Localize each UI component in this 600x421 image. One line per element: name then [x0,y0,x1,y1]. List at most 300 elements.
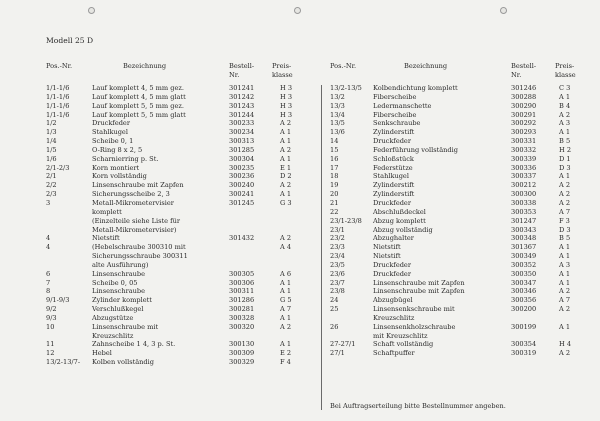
cell-bezeichnung: Abzug vollständig [373,225,433,234]
cell-bestellnr: 300356 [511,296,537,305]
cell-preisklasse: A 1 [559,128,571,137]
cell-bezeichnung: Abzughalter [373,234,414,243]
cell-bestellnr: 300320 [229,322,255,331]
cell-pos: 2/2 [46,181,57,190]
cell-preisklasse: A 2 [559,305,571,314]
cell-preisklasse: A 2 [559,181,571,190]
punch-hole-right [500,7,507,14]
cell-bestellnr: 300304 [229,154,255,163]
table-row [330,208,590,217]
cell-bestellnr: 300336 [511,163,537,172]
cell-pos: 9/1-9/3 [46,296,70,305]
cell-pos: 23/1-23/8 [330,216,362,225]
cell-preisklasse: A 1 [280,278,292,287]
cell-pos: 1/3 [46,128,57,137]
table-row [330,164,590,173]
cell-bestellnr: 300306 [229,278,255,287]
cell-preisklasse: D 3 [559,225,571,234]
cell-pos: 13/2 [330,92,345,101]
cell-bezeichnung: Linsensenkschraube mit [373,305,455,314]
cell-bezeichnung: Hebel [92,349,112,358]
cell-bestellnr: 300329 [229,358,255,367]
cell-preisklasse: D 1 [559,154,571,163]
table-row [330,172,590,181]
cell-preisklasse: A 1 [559,322,571,331]
cell-bestellnr: 300354 [511,340,537,349]
cell-pos: 21 [330,198,339,207]
cell-pos: 18 [330,172,339,181]
cell-bestellnr: 301245 [229,198,255,207]
cell-preisklasse: F 4 [280,358,291,367]
cell-bestellnr: 300338 [511,198,537,207]
cell-pos: 9/2 [46,305,57,314]
table-row [46,243,320,252]
cell-pos: 4 [46,243,51,252]
cell-bezeichnung: Nietstift [373,243,401,252]
cell-pos: 16 [330,154,339,163]
cell-bezeichnung: Zylinder komplett [92,296,152,305]
cell-pos: 23/6 [330,269,345,278]
cell-bezeichnung: Stahlkugel [92,128,128,137]
cell-preisklasse: H 2 [559,145,572,154]
cell-pos: 24 [330,296,339,305]
table-row [46,226,320,235]
column-divider [321,85,322,410]
cell-bestellnr: 300293 [511,128,537,137]
cell-bestellnr: 300311 [229,287,255,296]
cell-bezeichnung: Federführung vollständig [373,145,458,154]
cell-pos: 1/1-1/6 [46,101,70,110]
table-row [330,340,590,349]
table-row [330,93,590,102]
table-row [330,252,590,261]
cell-preisklasse: A 2 [559,287,571,296]
cell-pos: 13/6 [330,128,345,137]
cell-bestellnr: 300235 [229,163,255,172]
cell-bestellnr: 300281 [229,305,255,314]
cell-bestellnr: 300130 [229,340,255,349]
cell-preisklasse: G 3 [280,198,292,207]
cell-bezeichnung: Nietstift [92,234,120,243]
cell-bezeichnung: Scheibe 0, 1 [92,137,134,146]
cell-pos: 13/2-13/5 [330,84,362,92]
table-row [330,296,590,305]
table-row [46,146,320,155]
cell-pos: 23/8 [330,287,345,296]
header-preis-left-1: Preis- [272,62,292,70]
cell-bestellnr: 301242 [229,92,255,101]
cell-bestellnr: 300348 [511,234,537,243]
cell-preisklasse: D 3 [559,163,571,172]
cell-bezeichnung: Linsensenkholzschraube [373,322,456,331]
header-bestell-left-1: Bestell- [229,62,255,70]
cell-bezeichnung: Ledermanschette [373,101,432,110]
cell-pos: 6 [46,269,51,278]
cell-preisklasse: A 2 [280,234,292,243]
cell-bezeichnung: Zylinderstift [373,181,415,190]
cell-pos: 23/5 [330,260,345,269]
cell-bestellnr: 301432 [229,234,255,243]
cell-bestellnr: 300331 [511,137,537,146]
cell-bezeichnung: Kolben vollständig [92,358,154,367]
cell-preisklasse: A 7 [559,207,571,216]
cell-pos: 10 [46,322,55,331]
table-row [46,234,320,243]
cell-preisklasse: E 2 [280,349,292,358]
cell-pos: 23/4 [330,252,345,261]
cell-bezeichnung: Senkschraube [373,119,421,128]
table-row [330,190,590,199]
cell-bestellnr: 300234 [229,128,255,137]
cell-preisklasse: B 5 [559,137,571,146]
cell-preisklasse: A 1 [280,154,292,163]
table-row [46,199,320,208]
cell-bezeichnung: Lauf komplett 4, 5 mm glatt [92,92,186,101]
parts-table-left [46,84,320,367]
header-pos-left: Pos.-Nr. [46,62,73,70]
cell-bezeichnung: (Einzelteile siehe Liste für [92,216,180,225]
cell-preisklasse: G 5 [280,296,292,305]
cell-pos: 2/1 [46,172,57,181]
cell-preisklasse: B 5 [559,234,571,243]
cell-bestellnr: 301246 [511,84,537,92]
cell-bestellnr: 300353 [511,207,537,216]
cell-preisklasse: A 3 [559,260,571,269]
cell-bezeichnung: Stahlkugel [373,172,409,181]
cell-preisklasse: A 1 [559,252,571,261]
cell-bezeichnung: Schaft vollständig [373,340,434,349]
table-row [330,261,590,270]
table-row [330,137,590,146]
punch-hole-left [88,7,95,14]
page-title: Modell 25 D [46,36,94,45]
cell-preisklasse: A 1 [559,92,571,101]
cell-bezeichnung: Linsenschraube mit Zapfen [373,278,465,287]
cell-preisklasse: A 2 [559,349,571,358]
cell-bezeichnung: Federstütze [373,163,413,172]
cell-bezeichnung: Fiberscheibe [373,110,417,119]
cell-bezeichnung: Kolbendichtung komplett [373,84,458,92]
cell-bestellnr: 300313 [229,137,255,146]
table-row [330,270,590,279]
table-row [330,332,590,341]
header-bestell-left-2: Nr. [229,71,240,79]
cell-preisklasse: A 1 [559,278,571,287]
table-row [330,314,590,323]
table-row [46,208,320,217]
cell-bezeichnung: komplett [92,207,122,216]
cell-bestellnr: 300343 [511,225,537,234]
cell-bezeichnung: mit Kreuzschlitz [373,331,428,340]
table-row [46,84,320,93]
cell-preisklasse: H 3 [280,84,293,92]
cell-pos: 11 [46,340,55,349]
cell-preisklasse: A 3 [559,119,571,128]
cell-bestellnr: 300288 [511,92,537,101]
header-preis-right-1: Preis- [555,62,575,70]
table-row [330,146,590,155]
cell-pos: 17 [330,163,339,172]
cell-bestellnr: 301367 [511,243,537,252]
cell-preisklasse: A 2 [280,119,292,128]
cell-preisklasse: E 1 [280,163,292,172]
cell-bestellnr: 301286 [229,296,255,305]
cell-bezeichnung: O-Ring 8 x 2, 5 [92,145,143,154]
table-row [330,155,590,164]
cell-preisklasse: H 3 [280,110,293,119]
cell-preisklasse: A 2 [559,110,571,119]
cell-preisklasse: A 1 [280,313,292,322]
cell-preisklasse: H 3 [280,101,293,110]
cell-bezeichnung: Kreuzschlitz [373,313,415,322]
table-row [46,332,320,341]
cell-pos: 13/2-13/7- [46,358,81,367]
cell-bezeichnung: Zylinderstift [373,128,415,137]
table-row [46,287,320,296]
cell-pos: 15 [330,145,339,154]
cell-pos: 3 [46,198,51,207]
cell-pos: 25 [330,305,339,314]
cell-bezeichnung: Sicherungsschraube 300311 [92,252,188,261]
table-row [46,190,320,199]
header-bestell-right-2: Nr. [511,71,522,79]
table-row [46,252,320,261]
table-row [330,111,590,120]
cell-pos: 1/1-1/6 [46,110,70,119]
table-row [330,305,590,314]
cell-bezeichnung: Metall-Mikrometervisier [92,198,174,207]
table-row [46,217,320,226]
table-row [330,128,590,137]
cell-preisklasse: A 1 [280,340,292,349]
cell-bestellnr: 300233 [229,119,255,128]
cell-preisklasse: A 7 [559,296,571,305]
cell-pos: 1/1-1/6 [46,92,70,101]
cell-pos: 13/5 [330,119,345,128]
cell-preisklasse: H 3 [280,92,293,101]
cell-bezeichnung: Abzug komplett [373,216,426,225]
table-row [330,279,590,288]
cell-pos: 2/1-2/3 [46,163,70,172]
table-row [330,84,590,93]
cell-preisklasse: A 1 [280,128,292,137]
cell-preisklasse: A 7 [280,305,292,314]
cell-bestellnr: 300346 [511,287,537,296]
cell-bezeichnung: (Hebelschraube 300310 mit [92,243,186,252]
cell-pos: 13/3 [330,101,345,110]
cell-bezeichnung: Linsenschraube [92,269,146,278]
cell-bestellnr: 300352 [511,260,537,269]
table-row [330,243,590,252]
cell-bestellnr: 300309 [229,349,255,358]
table-row [330,323,590,332]
cell-pos: 26 [330,322,339,331]
cell-bezeichnung: Fiberscheibe [373,92,417,101]
cell-preisklasse: D 2 [280,172,292,181]
cell-bestellnr: 300319 [511,349,537,358]
table-row [46,164,320,173]
cell-pos: 27/1 [330,349,345,358]
cell-pos: 7 [46,278,51,287]
cell-bezeichnung: Lauf komplett 5, 5 mm gez. [92,101,184,110]
header-bestell-right-1: Bestell- [511,62,537,70]
cell-bestellnr: 300347 [511,278,537,287]
cell-bestellnr: 300337 [511,172,537,181]
cell-bezeichnung: Metall-Mikrometervisier) [92,225,177,234]
table-row [330,217,590,226]
header-bez-left: Bezeichnung [123,62,167,70]
table-row [330,181,590,190]
cell-bestellnr: 301285 [229,145,255,154]
cell-preisklasse: A 1 [280,137,292,146]
cell-pos: 4 [46,234,51,243]
cell-pos: 23/1 [330,225,345,234]
cell-bezeichnung: Korn montiert [92,163,140,172]
cell-pos: 2/3 [46,190,57,199]
cell-bestellnr: 301247 [511,216,537,225]
cell-bestellnr: 300236 [229,172,255,181]
cell-bestellnr: 300241 [229,190,255,199]
cell-bestellnr: 301243 [229,101,255,110]
cell-pos: 9/3 [46,313,57,322]
cell-pos: 20 [330,190,339,199]
table-row [46,155,320,164]
cell-bezeichnung: Lauf komplett 5, 5 mm glatt [92,110,186,119]
cell-bestellnr: 300212 [511,181,537,190]
cell-bestellnr: 300350 [511,269,537,278]
cell-preisklasse: F 3 [559,216,570,225]
cell-pos: 13/4 [330,110,345,119]
table-row [330,234,590,243]
table-row [330,287,590,296]
cell-bezeichnung: Druckfeder [373,260,411,269]
cell-pos: 27-27/1 [330,340,356,349]
header-pos-right: Pos.-Nr. [330,62,357,70]
cell-bestellnr: 300200 [511,305,537,314]
cell-preisklasse: A 1 [559,269,571,278]
table-row [46,172,320,181]
table-row [46,181,320,190]
cell-preisklasse: A 1 [280,287,292,296]
cell-preisklasse: A 1 [280,190,292,199]
header-preis-left-2: klasse [272,71,293,79]
cell-bezeichnung: Abzugstütze [92,313,134,322]
header-preis-right-2: klasse [555,71,576,79]
cell-pos: 23/3 [330,243,345,252]
cell-bezeichnung: Zahnscheibe 1 4, 3 p. St. [92,340,176,349]
cell-bezeichnung: Abzugbügel [373,296,413,305]
cell-preisklasse: A 1 [559,172,571,181]
table-row [46,279,320,288]
table-row [330,349,590,358]
cell-bestellnr: 300300 [511,190,537,199]
table-row [46,314,320,323]
cell-preisklasse: B 4 [559,101,571,110]
cell-bestellnr: 300291 [511,110,537,119]
cell-bezeichnung: Linsenschraube [92,287,146,296]
cell-bezeichnung: Kreuzschlitz [92,331,134,340]
cell-pos: 12 [46,349,55,358]
cell-preisklasse: A 4 [280,243,292,252]
cell-bezeichnung: Zylinderstift [373,190,415,199]
cell-pos: 1/1-1/6 [46,84,70,92]
table-row [46,111,320,120]
cell-pos: 8 [46,287,51,296]
cell-preisklasse: A 2 [280,322,292,331]
table-row [46,270,320,279]
cell-preisklasse: C 3 [559,84,571,92]
cell-preisklasse: A 2 [559,190,571,199]
table-row [46,137,320,146]
cell-bezeichnung: Schloßstück [373,154,414,163]
cell-bestellnr: 300328 [229,313,255,322]
cell-bestellnr: 300290 [511,101,537,110]
cell-preisklasse: A 1 [559,243,571,252]
cell-bezeichnung: Nietstift [373,252,401,261]
cell-bestellnr: 301244 [229,110,255,119]
cell-bezeichnung: Linsenschraube mit [92,322,159,331]
cell-preisklasse: H 4 [559,340,572,349]
footer-note: Bei Auftragserteilung bitte Bestellnummer angeben. [330,402,506,410]
parts-table-right [330,84,590,358]
table-row [46,305,320,314]
cell-preisklasse: A 2 [559,198,571,207]
cell-bezeichnung: Druckfeder [373,269,411,278]
cell-pos: 23/7 [330,278,345,287]
table-row [46,349,320,358]
table-row [46,102,320,111]
cell-bestellnr: 300292 [511,119,537,128]
cell-pos: 1/4 [46,137,57,146]
cell-bestellnr: 300349 [511,252,537,261]
cell-bestellnr: 300339 [511,154,537,163]
cell-bezeichnung: alte Ausführung) [92,260,149,269]
table-row [46,323,320,332]
cell-preisklasse: A 2 [280,145,292,154]
cell-pos: 1/2 [46,119,57,128]
table-row [46,261,320,270]
cell-pos: 19 [330,181,339,190]
cell-bestellnr: 300332 [511,145,537,154]
table-row [46,119,320,128]
cell-preisklasse: A 6 [280,269,292,278]
cell-bezeichnung: Lauf komplett 4, 5 mm gez. [92,84,184,92]
punch-hole-center [294,7,301,14]
cell-bezeichnung: Scheibe 0, 05 [92,278,138,287]
table-row [46,358,320,367]
cell-bestellnr: 300240 [229,181,255,190]
table-row [46,93,320,102]
cell-pos: 1/5 [46,145,57,154]
cell-bezeichnung: Linsenschraube mit Zapfen [373,287,465,296]
table-row [330,226,590,235]
cell-bezeichnung: Sicherungsscheibe 2, 3 [92,190,170,199]
table-row [330,102,590,111]
cell-bezeichnung: Druckfeder [373,198,411,207]
cell-bezeichnung: Verschlußkegel [92,305,144,314]
cell-bestellnr: 300199 [511,322,537,331]
table-row [46,128,320,137]
table-row [330,119,590,128]
cell-bezeichnung: Abschlußdeckel [373,207,426,216]
cell-bezeichnung: Druckfeder [373,137,411,146]
cell-bezeichnung: Linsenschraube mit Zapfen [92,181,184,190]
cell-bezeichnung: Schaftpuffer [373,349,415,358]
cell-pos: 22 [330,207,339,216]
cell-preisklasse: A 2 [280,181,292,190]
table-row [46,340,320,349]
cell-pos: 14 [330,137,339,146]
